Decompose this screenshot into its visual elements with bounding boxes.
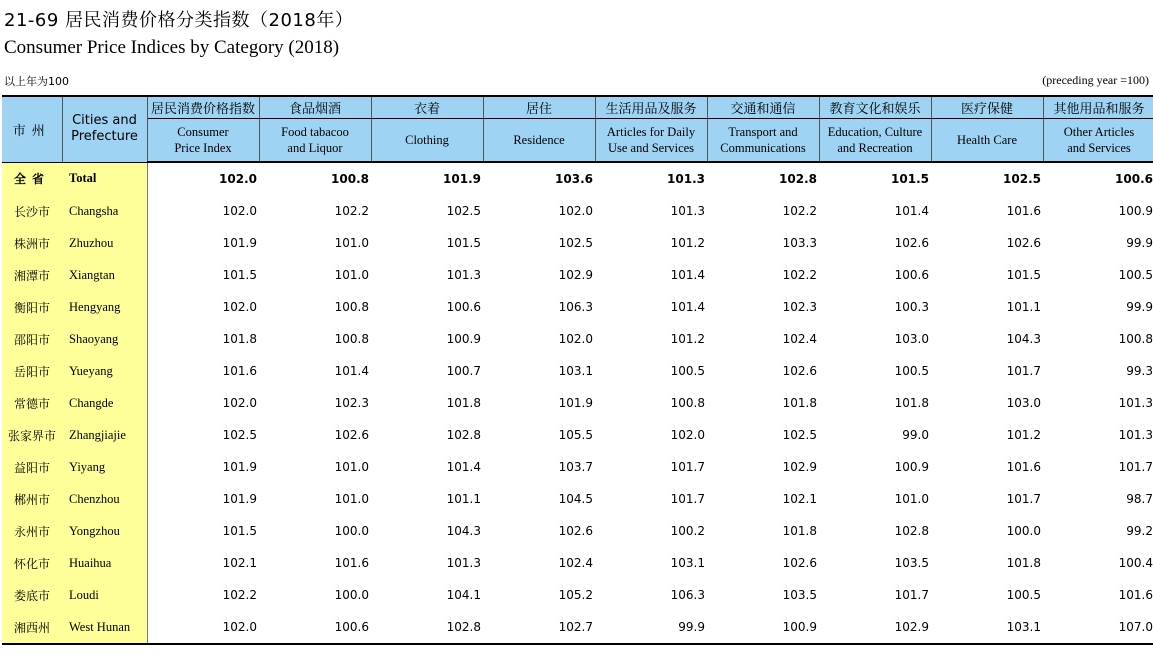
header-col-english-line: Consumer	[177, 125, 229, 139]
index-value-cell: 102.1	[222, 556, 257, 570]
header-city-english-line: Prefecture	[71, 129, 138, 145]
index-value-cell: 101.4	[670, 268, 705, 282]
row-name-english: Yongzhou	[62, 515, 147, 547]
index-value-cell: 101.5	[1006, 268, 1041, 282]
index-value-cell: 101.7	[1006, 492, 1041, 506]
index-value-cell: 100.6	[1115, 172, 1153, 186]
index-value-cell: 101.4	[446, 460, 481, 474]
index-value-cell: 101.1	[1006, 300, 1041, 314]
index-value-cell: 101.0	[334, 236, 369, 250]
header-col-english-line: Residence	[513, 133, 565, 147]
index-value-cell: 102.9	[819, 611, 931, 644]
index-value-cell: 103.7	[558, 460, 593, 474]
index-value-cell: 102.8	[371, 611, 483, 644]
row-name-english: Changde	[62, 387, 147, 419]
index-value-cell: 101.3	[670, 204, 705, 218]
header-col-chinese: 教育文化和娱乐	[819, 96, 931, 119]
index-value-cell: 102.5	[782, 428, 817, 442]
index-value-cell: 101.6	[1118, 588, 1153, 602]
row-name-english: Huaihua	[62, 547, 147, 579]
index-value-cell: 102.0	[219, 172, 257, 186]
index-value-cell: 101.4	[894, 204, 929, 218]
index-value-cell: 104.3	[1006, 332, 1041, 346]
index-value-cell: 101.8	[1006, 556, 1041, 570]
index-value-cell: 102.4	[782, 332, 817, 346]
index-value-cell: 102.1	[782, 492, 817, 506]
row-name-chinese: 全省	[2, 162, 62, 195]
index-value-cell: 102.2	[222, 588, 257, 602]
index-value-cell: 101.6	[1006, 460, 1041, 474]
row-name-english: Yiyang	[62, 451, 147, 483]
index-value-cell: 103.0	[1006, 396, 1041, 410]
header-col-english-line: Health Care	[956, 133, 1018, 147]
index-value-cell: 101.7	[894, 588, 929, 602]
index-value-cell: 103.5	[894, 556, 929, 570]
base-note-english: (preceding year =100)	[1042, 73, 1149, 87]
header-col-english-line: Clothing	[405, 133, 449, 147]
cpi-category-table	[2, 95, 1153, 645]
table-row	[2, 547, 1153, 579]
index-value-cell: 100.8	[670, 396, 705, 410]
index-value-cell: 101.7	[1006, 364, 1041, 378]
header-col-english-line: Price Index	[174, 141, 232, 155]
index-value-cell: 101.5	[222, 268, 257, 282]
table-row	[2, 323, 1153, 355]
row-name-chinese: 张家界市	[2, 419, 62, 451]
header-col-english-line: Articles for Daily	[606, 125, 696, 139]
index-value-cell: 102.3	[782, 300, 817, 314]
table-row	[2, 195, 1153, 227]
index-value-cell: 100.8	[334, 332, 369, 346]
index-value-cell: 101.6	[1006, 204, 1041, 218]
index-value-cell: 103.0	[894, 332, 929, 346]
header-col-english-line: Other Articles	[1063, 125, 1135, 139]
row-name-chinese: 怀化市	[2, 547, 62, 579]
index-value-cell: 101.9	[222, 492, 257, 506]
index-value-cell: 101.5	[446, 236, 481, 250]
header-col-english	[1043, 119, 1153, 163]
header-col-english-line: and Services	[1067, 141, 1131, 155]
index-value-cell: 101.7	[1118, 460, 1153, 474]
index-value-cell: 100.9	[1118, 204, 1153, 218]
row-name-chinese: 娄底市	[2, 579, 62, 611]
header-row-chinese	[2, 96, 1153, 119]
header-col-english	[259, 119, 371, 163]
index-value-cell: 102.6	[894, 236, 929, 250]
row-name-english: Changsha	[62, 195, 147, 227]
index-value-cell: 101.8	[782, 524, 817, 538]
header-col-chinese: 食品烟酒	[259, 96, 371, 119]
index-value-cell: 101.3	[1118, 428, 1153, 442]
index-value-cell: 103.3	[782, 236, 817, 250]
row-name-english: Shaoyang	[62, 323, 147, 355]
header-col-english	[707, 119, 819, 163]
index-value-cell: 101.0	[894, 492, 929, 506]
index-value-cell: 102.3	[334, 396, 369, 410]
header-col-english	[595, 119, 707, 163]
index-value-cell: 100.9	[894, 460, 929, 474]
index-value-cell: 101.3	[446, 268, 481, 282]
header-col-english-line: Communications	[720, 141, 806, 155]
index-value-cell: 100.0	[1006, 524, 1041, 538]
row-name-chinese: 永州市	[2, 515, 62, 547]
row-name-english: Xiangtan	[62, 259, 147, 291]
header-city-english	[62, 96, 147, 162]
index-value-cell: 101.8	[782, 396, 817, 410]
index-value-cell: 102.0	[222, 396, 257, 410]
table-row	[2, 291, 1153, 323]
index-value-cell: 103.5	[782, 588, 817, 602]
index-value-cell: 103.6	[555, 172, 593, 186]
index-value-cell: 100.0	[334, 524, 369, 538]
index-value-cell: 101.4	[670, 300, 705, 314]
row-name-english: Zhuzhou	[62, 227, 147, 259]
index-value-cell: 102.0	[558, 332, 593, 346]
index-value-cell: 100.3	[894, 300, 929, 314]
table-row	[2, 227, 1153, 259]
index-value-cell: 101.5	[222, 524, 257, 538]
index-value-cell: 102.6	[782, 556, 817, 570]
index-value-cell: 103.1	[558, 364, 593, 378]
table-title-chinese: 21-69 居民消费价格分类指数（2018年）	[4, 10, 354, 31]
header-col-chinese: 交通和通信	[707, 96, 819, 119]
row-name-english: Zhangjiajie	[62, 419, 147, 451]
index-value-cell: 100.4	[1118, 556, 1153, 570]
row-name-english: Loudi	[62, 579, 147, 611]
header-col-english	[819, 119, 931, 163]
index-value-cell: 99.3	[1126, 364, 1153, 378]
header-city-chinese: 市州	[2, 96, 62, 162]
index-value-cell: 102.8	[446, 428, 481, 442]
header-row-english	[2, 119, 1153, 163]
header-col-chinese: 居住	[483, 96, 595, 119]
index-value-cell: 102.5	[446, 204, 481, 218]
index-value-cell: 107.0	[1043, 611, 1153, 644]
index-value-cell: 100.8	[331, 172, 369, 186]
index-value-cell: 101.8	[446, 396, 481, 410]
index-value-cell: 101.0	[334, 268, 369, 282]
row-name-english: Yueyang	[62, 355, 147, 387]
row-name-chinese: 岳阳市	[2, 355, 62, 387]
row-name-english: Total	[62, 162, 147, 195]
row-name-english: Chenzhou	[62, 483, 147, 515]
index-value-cell: 101.9	[558, 396, 593, 410]
index-value-cell: 100.5	[670, 364, 705, 378]
index-value-cell: 105.5	[558, 428, 593, 442]
row-name-chinese: 郴州市	[2, 483, 62, 515]
table-row	[2, 483, 1153, 515]
index-value-cell: 100.5	[1006, 588, 1041, 602]
index-value-cell: 102.2	[782, 204, 817, 218]
index-value-cell: 102.2	[334, 204, 369, 218]
index-value-cell: 102.0	[558, 204, 593, 218]
index-value-cell: 102.6	[558, 524, 593, 538]
index-value-cell: 101.1	[446, 492, 481, 506]
table-row	[2, 387, 1153, 419]
row-name-chinese: 湘西州	[2, 611, 62, 644]
index-value-cell: 100.5	[1118, 268, 1153, 282]
index-value-cell: 100.6	[894, 268, 929, 282]
index-value-cell: 102.6	[1006, 236, 1041, 250]
index-value-cell: 101.7	[670, 460, 705, 474]
index-value-cell: 101.8	[222, 332, 257, 346]
row-name-chinese: 衡阳市	[2, 291, 62, 323]
header-col-english	[483, 119, 595, 163]
index-value-cell: 100.6	[259, 611, 371, 644]
header-col-english	[931, 119, 1043, 163]
index-value-cell: 101.9	[443, 172, 481, 186]
header-city-english-line: Cities and	[72, 113, 137, 129]
row-name-chinese: 长沙市	[2, 195, 62, 227]
index-value-cell: 103.1	[931, 611, 1043, 644]
header-col-chinese: 其他用品和服务	[1043, 96, 1153, 119]
index-value-cell: 100.8	[1118, 332, 1153, 346]
index-value-cell: 99.0	[902, 428, 929, 442]
index-value-cell: 100.9	[446, 332, 481, 346]
header-col-chinese: 衣着	[371, 96, 483, 119]
index-value-cell: 101.9	[222, 460, 257, 474]
index-value-cell: 102.0	[147, 611, 259, 644]
index-value-cell: 102.5	[1003, 172, 1041, 186]
index-value-cell: 101.0	[334, 492, 369, 506]
table-row	[2, 355, 1153, 387]
index-value-cell: 101.5	[891, 172, 929, 186]
header-col-chinese: 居民消费价格指数	[147, 96, 259, 119]
row-name-chinese: 邵阳市	[2, 323, 62, 355]
index-value-cell: 101.2	[670, 332, 705, 346]
index-value-cell: 100.5	[894, 364, 929, 378]
table-row	[2, 515, 1153, 547]
index-value-cell: 101.6	[222, 364, 257, 378]
table-title-english: Consumer Price Indices by Category (2018)	[4, 37, 340, 58]
index-value-cell: 100.2	[670, 524, 705, 538]
table-row-total	[2, 162, 1153, 195]
index-value-cell: 102.6	[334, 428, 369, 442]
index-value-cell: 101.3	[667, 172, 705, 186]
row-name-chinese: 湘潭市	[2, 259, 62, 291]
index-value-cell: 102.5	[222, 428, 257, 442]
index-value-cell: 101.6	[334, 556, 369, 570]
index-value-cell: 102.6	[782, 364, 817, 378]
index-value-cell: 101.4	[334, 364, 369, 378]
index-value-cell: 101.8	[894, 396, 929, 410]
row-name-chinese: 益阳市	[2, 451, 62, 483]
header-col-english-line: Food tabacoo	[281, 125, 349, 139]
index-value-cell: 99.9	[1126, 236, 1153, 250]
index-value-cell: 102.8	[894, 524, 929, 538]
index-value-cell: 102.8	[779, 172, 817, 186]
row-name-english: West Hunan	[62, 611, 147, 644]
header-col-english-line: and Recreation	[837, 141, 913, 155]
index-value-cell: 100.7	[446, 364, 481, 378]
header-col-chinese: 生活用品及服务	[595, 96, 707, 119]
index-value-cell: 100.6	[446, 300, 481, 314]
index-value-cell: 102.9	[558, 268, 593, 282]
table-row	[2, 419, 1153, 451]
index-value-cell: 101.3	[1118, 396, 1153, 410]
index-value-cell: 102.2	[782, 268, 817, 282]
index-value-cell: 101.2	[670, 236, 705, 250]
header-col-english-line: Transport and	[728, 125, 798, 139]
index-value-cell: 99.9	[595, 611, 707, 644]
table-row	[2, 611, 1153, 644]
index-value-cell: 99.2	[1126, 524, 1153, 538]
index-value-cell: 101.0	[334, 460, 369, 474]
index-value-cell: 104.1	[446, 588, 481, 602]
index-value-cell: 105.2	[558, 588, 593, 602]
index-value-cell: 100.8	[334, 300, 369, 314]
table-row	[2, 259, 1153, 291]
index-value-cell: 103.1	[670, 556, 705, 570]
header-col-english	[371, 119, 483, 163]
index-value-cell: 100.9	[707, 611, 819, 644]
header-col-chinese: 医疗保健	[931, 96, 1043, 119]
index-value-cell: 101.7	[670, 492, 705, 506]
index-value-cell: 102.0	[222, 204, 257, 218]
index-value-cell: 102.4	[558, 556, 593, 570]
index-value-cell: 104.5	[558, 492, 593, 506]
header-col-english	[147, 119, 259, 163]
header-col-english-line: Use and Services	[607, 141, 695, 155]
index-value-cell: 101.2	[1006, 428, 1041, 442]
index-value-cell: 106.3	[558, 300, 593, 314]
table-body	[2, 162, 1153, 644]
header-col-english-line: Education, Culture	[827, 125, 923, 139]
index-value-cell: 102.5	[558, 236, 593, 250]
index-value-cell: 100.0	[334, 588, 369, 602]
row-name-english: Hengyang	[62, 291, 147, 323]
index-value-cell: 102.0	[670, 428, 705, 442]
index-value-cell: 101.9	[222, 236, 257, 250]
table-row	[2, 451, 1153, 483]
header-col-english-line: and Liquor	[287, 141, 343, 155]
row-name-chinese: 常德市	[2, 387, 62, 419]
index-value-cell: 102.9	[782, 460, 817, 474]
table-row	[2, 579, 1153, 611]
index-value-cell: 106.3	[670, 588, 705, 602]
index-value-cell: 98.7	[1126, 492, 1153, 506]
index-value-cell: 99.9	[1126, 300, 1153, 314]
index-value-cell: 101.3	[446, 556, 481, 570]
index-value-cell: 102.0	[222, 300, 257, 314]
row-name-chinese: 株洲市	[2, 227, 62, 259]
index-value-cell: 102.7	[483, 611, 595, 644]
index-value-cell: 104.3	[446, 524, 481, 538]
base-note-chinese: 以上年为100	[4, 75, 69, 88]
